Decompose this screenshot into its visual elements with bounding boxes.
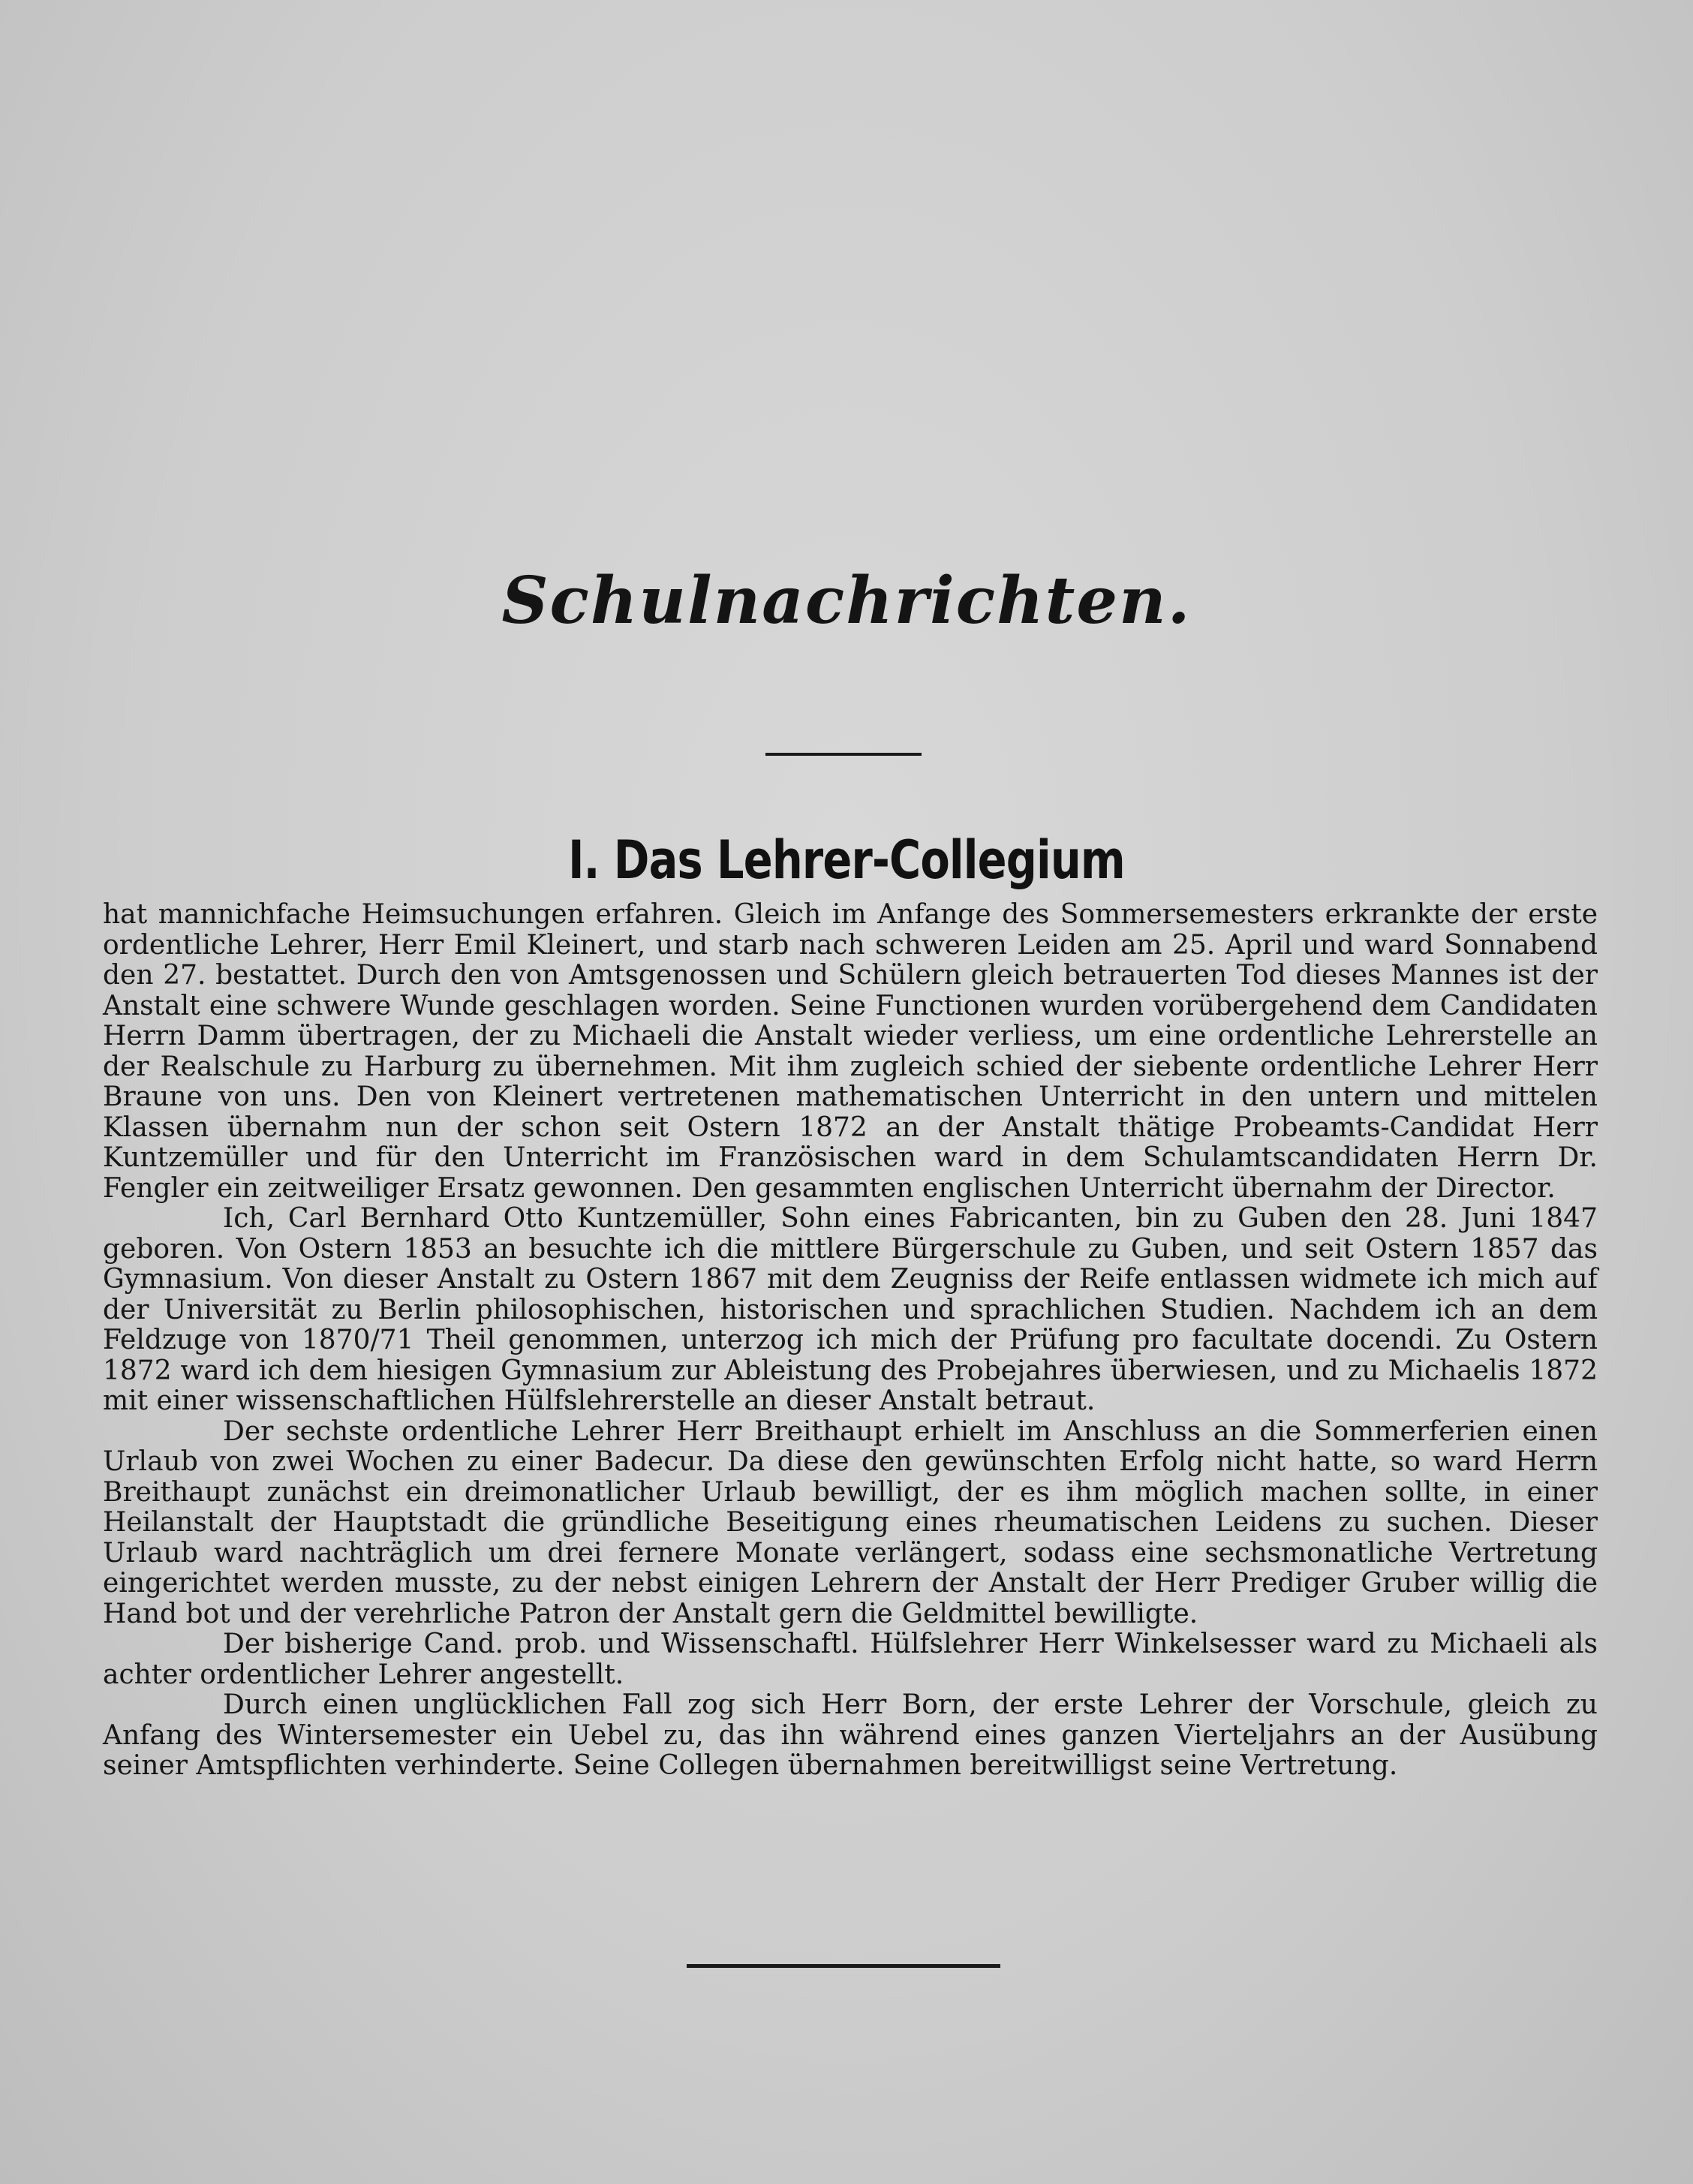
- paragraph: Ich, Carl Bernhard Otto Kuntzemüller, Sohn eines Fabricanten, bin zu Guben den 28. Juni 1847 geboren. Von Ostern 1853 an besuchte ich die mittlere Bürgerschule zu Guben, und seit Ostern 1857 das Gymnasium. Von dieser Anstalt zu Ostern 1867 mit dem Zeugniss der Reife entlassen widmete ich mich auf der Universität zu Berlin philosophischen, historischen und sprachlichen Studien. Nachdem ich an dem Feldzuge von 1870/71 Theil genommen, unterzog ich mich der Prüfung pro facultate docendi. Zu Ostern 1872 ward ich dem hiesigen Gymnasium zur Ableistung des Probejahres überwiesen, und zu Michaelis 1872 mit einer wissenschaftlichen Hülfslehrerstelle an dieser Anstalt betraut.: [103, 1203, 1598, 1416]
- page-title: Schulnachrichten.: [501, 563, 1192, 639]
- body-text: [103, 900, 1598, 1782]
- end-divider: [687, 1964, 1000, 1968]
- paragraph: Der bisherige Cand. prob. und Wissenschaftl. Hülfslehrer Herr Winkelsesser ward zu Michaeli als achter ordentlicher Lehrer angestellt.: [103, 1629, 1598, 1690]
- section-heading: I. Das Lehrer-Collegium: [568, 829, 1125, 891]
- paragraph: hat mannichfache Heimsuchungen erfahren. Gleich im Anfange des Sommersemesters erkrankte der erste ordentliche Lehrer, Herr Emil Kleinert, und starb nach schweren Leiden am 25. April und ward Sonnabend den 27. bestattet. Durch den von Amtsgenossen und Schülern gleich betrauerten Tod dieses Mannes ist der Anstalt eine schwere Wunde geschlagen worden. Seine Functionen wurden vorübergehend dem Candidaten Herrn Damm übertragen, der zu Michaeli die Anstalt wieder verliess, um eine ordentliche Lehrerstelle an der Realschule zu Harburg zu übernehmen. Mit ihm zugleich schied der siebente ordentliche Lehrer Herr Braune von uns. Den von Kleinert vertretenen mathematischen Unterricht in den untern und mittelen Klassen übernahm nun der schon seit Ostern 1872 an der Anstalt thätige Probeamts-Candidat Herr Kuntzemüller und für den Unterricht im Französischen ward in dem Schulamtscandidaten Herrn Dr. Fengler ein zeitweiliger Ersatz gewonnen. Den gesammten englischen Unterricht übernahm der Director.: [103, 899, 1598, 1204]
- paragraph: Durch einen unglücklichen Fall zog sich Herr Born, der erste Lehrer der Vorschule, gleich zu Anfang des Wintersemester ein Uebel zu, das ihn während eines ganzen Vierteljahrs an der Ausübung seiner Amtspflichten verhinderte. Seine Collegen übernahmen bereitwilligst seine Vertretung.: [103, 1689, 1598, 1781]
- title-divider: [765, 753, 922, 756]
- paragraph: Der sechste ordentliche Lehrer Herr Breithaupt erhielt im Anschluss an die Sommerferien einen Urlaub von zwei Wochen zu einer Badecur. Da diese den gewünschten Erfolg nicht hatte, so ward Herrn Breithaupt zunächst ein dreimonatlicher Urlaub bewilligt, der es ihm möglich machen sollte, in einer Heilanstalt der Hauptstadt die gründliche Beseitigung eines rheumatischen Leidens zu suchen. Dieser Urlaub ward nachträglich um drei fernere Monate verlängert, sodass eine sechsmonatliche Vertretung eingerichtet werden musste, zu der nebst einigen Lehrern der Anstalt der Herr Prediger Gruber willig die Hand bot und der verehrliche Patron der Anstalt gern die Geldmittel bewilligte.: [103, 1415, 1598, 1629]
